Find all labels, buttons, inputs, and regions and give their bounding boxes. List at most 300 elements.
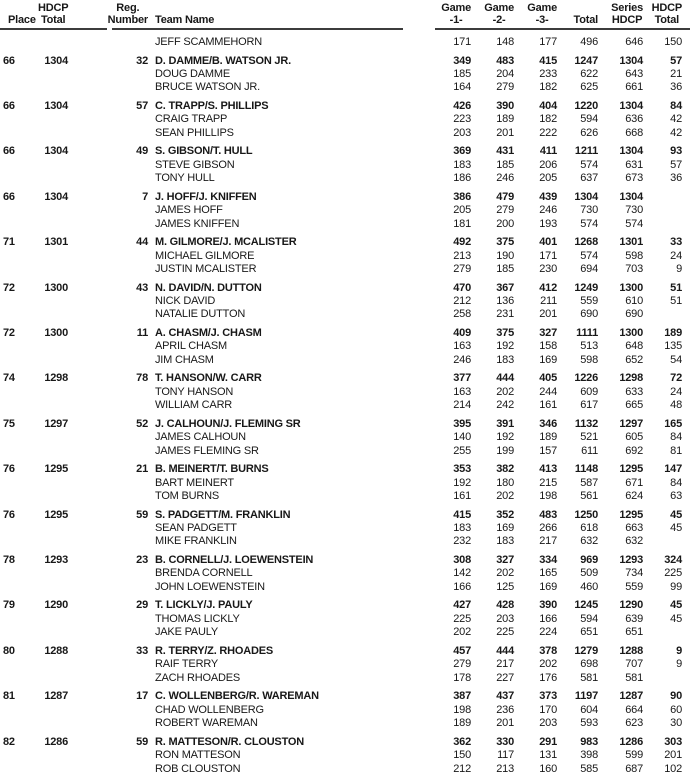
- cell-name: WILLIAM CARR: [155, 399, 233, 412]
- player-row: [0, 172, 699, 185]
- cell-name: D. DAMME/B. WATSON JR.: [155, 54, 291, 67]
- cell-total: 632: [580, 535, 598, 548]
- cell-series-hdcp: 1304: [619, 145, 643, 158]
- cell-name: ROBERT WAREMAN: [155, 717, 258, 730]
- cell-game1: 470: [453, 281, 471, 294]
- cell-series-hdcp: 623: [625, 717, 643, 730]
- cell-hdcp-total: [38, 218, 68, 231]
- cell-place: 72: [3, 281, 15, 294]
- cell-total: 730: [580, 204, 598, 217]
- cell-reg-number: [68, 354, 148, 367]
- cell-name: DOUG DAMME: [155, 67, 231, 80]
- cell-series-hdcp: 1286: [619, 735, 643, 748]
- cell-game3: 217: [539, 535, 557, 548]
- cell-hdcp-total-2: 150: [664, 36, 682, 48]
- cell-game2: 117: [497, 749, 514, 762]
- cell-game2: 180: [496, 476, 514, 489]
- cell-game2: 185: [496, 158, 514, 171]
- cell-name: R. MATTESON/R. CLOUSTON: [155, 735, 304, 748]
- cell-reg-number: [68, 535, 148, 548]
- cell-hdcp-total: [38, 263, 68, 276]
- cell-hdcp-total-2: 63: [670, 490, 682, 503]
- cell-total: 622: [580, 67, 598, 80]
- cell-game2: 185: [496, 263, 514, 276]
- cell-total: 594: [580, 612, 598, 625]
- cell-game1: 225: [453, 612, 471, 625]
- cell-reg-number: [68, 172, 148, 185]
- cell-game1: 161: [453, 490, 471, 503]
- cell-place: [0, 535, 38, 548]
- cell-game2: 444: [496, 644, 514, 657]
- cell-game3: 205: [539, 172, 557, 185]
- cell-series-hdcp: 734: [625, 567, 643, 580]
- cell-hdcp-total: [38, 204, 68, 217]
- cell-game2: 201: [496, 717, 514, 730]
- cell-series-hdcp: 1300: [619, 326, 643, 339]
- cell-game1: 203: [453, 126, 471, 139]
- col-label-series-hdcp: HDCP: [611, 13, 643, 26]
- cell-name: CHAD WOLLENBERG: [155, 703, 264, 716]
- cell-game3: 373: [539, 690, 557, 703]
- player-row: [0, 522, 699, 535]
- cell-game3: 439: [539, 190, 557, 203]
- cell-series-hdcp: 673: [625, 172, 643, 185]
- player-row: [0, 36, 699, 49]
- cell-total: 509: [580, 567, 598, 580]
- cell-hdcp-total-2: 324: [664, 554, 682, 566]
- cell-reg-number: [68, 704, 148, 717]
- cell-game3: 246: [539, 204, 557, 217]
- cell-game3: 404: [539, 99, 557, 112]
- col-header-game1: [435, 3, 471, 26]
- cell-game2: 428: [496, 599, 514, 612]
- col-header-place: [0, 15, 38, 27]
- cell-reg-number: 52: [136, 417, 148, 430]
- cell-name: JAKE PAULY: [155, 626, 219, 639]
- cell-reg-number: [68, 717, 148, 730]
- cell-game1: 181: [453, 217, 471, 230]
- cell-hdcp-total: [38, 477, 68, 490]
- cell-game2: 204: [496, 67, 514, 80]
- cell-total: 574: [580, 217, 598, 230]
- cell-hdcp-total: [38, 490, 68, 503]
- cell-game1: 377: [453, 372, 471, 385]
- cell-total: 1111: [576, 326, 598, 339]
- cell-game2: 183: [496, 535, 514, 548]
- cell-reg-number: [68, 295, 148, 308]
- team-row: [0, 145, 699, 158]
- player-row: [0, 749, 699, 762]
- cell-place: [0, 399, 38, 412]
- cell-game3: 160: [539, 762, 557, 775]
- cell-total: 594: [580, 113, 598, 126]
- cell-place: [0, 340, 38, 353]
- cell-total: 398: [580, 749, 598, 762]
- cell-game1: 163: [453, 385, 471, 398]
- cell-reg-number: [68, 127, 148, 140]
- cell-place: 74: [3, 372, 15, 385]
- cell-series-hdcp: 624: [625, 490, 643, 503]
- cell-game3: 412: [539, 281, 557, 294]
- team-row: [0, 690, 699, 703]
- cell-total: 521: [580, 431, 598, 444]
- cell-game2: 437: [496, 690, 514, 703]
- cell-place: 81: [3, 690, 15, 703]
- cell-series-hdcp: 636: [625, 113, 643, 126]
- cell-game1: 166: [453, 580, 471, 593]
- player-row: [0, 445, 699, 458]
- cell-reg-number: [68, 36, 148, 49]
- cell-reg-number: 59: [136, 508, 148, 521]
- cell-series-hdcp: 1295: [619, 463, 643, 476]
- cell-game1: 192: [453, 476, 471, 489]
- cell-game3: 266: [539, 522, 557, 535]
- cell-hdcp-total-2: 45: [670, 508, 682, 521]
- cell-name: T. HANSON/W. CARR: [155, 372, 262, 385]
- cell-name: M. GILMORE/J. MCALISTER: [155, 236, 297, 249]
- col-header-team-name: [148, 15, 435, 27]
- cell-hdcp-total-2: 33: [670, 236, 682, 249]
- cell-hdcp-total: [38, 340, 68, 353]
- team-row: [0, 554, 699, 567]
- cell-game3: 483: [539, 508, 557, 521]
- cell-place: [0, 295, 38, 308]
- cell-game3: 401: [539, 236, 557, 249]
- cell-reg-number: 44: [136, 236, 148, 249]
- cell-series-hdcp: 610: [625, 295, 643, 307]
- cell-total: 561: [580, 490, 598, 503]
- cell-hdcp-total-2: [643, 308, 682, 321]
- cell-hdcp-total-2: [643, 535, 682, 548]
- cell-game3: 405: [539, 372, 557, 385]
- team-row: [0, 191, 699, 204]
- cell-hdcp-total: 1295: [44, 508, 68, 521]
- cell-hdcp-total: [38, 36, 68, 49]
- cell-reg-number: [68, 113, 148, 126]
- cell-name: SEAN PHILLIPS: [155, 126, 234, 139]
- table-header: [0, 0, 699, 26]
- cell-name: BART MEINERT: [155, 476, 234, 489]
- cell-hdcp-total-2: 72: [670, 372, 682, 385]
- cell-game2: 391: [496, 417, 514, 430]
- cell-game3: 177: [539, 36, 557, 48]
- cell-name: TONY HANSON: [155, 385, 234, 398]
- cell-reg-number: [68, 749, 148, 762]
- cell-place: 71: [3, 236, 15, 249]
- cell-hdcp-total-2: 201: [664, 749, 682, 762]
- cell-total: 1148: [574, 463, 598, 476]
- player-row: [0, 717, 699, 730]
- cell-series-hdcp: 1293: [619, 554, 643, 566]
- cell-place: 66: [3, 145, 15, 158]
- cell-total: 969: [580, 554, 598, 566]
- col-header-hdcp-total: [38, 3, 68, 26]
- cell-name: B. MEINERT/T. BURNS: [155, 463, 269, 476]
- player-row: [0, 613, 699, 626]
- cell-hdcp-total-2: 24: [670, 249, 682, 262]
- cell-game1: 386: [453, 190, 471, 203]
- cell-game2: 189: [496, 113, 514, 126]
- cell-hdcp-total: [38, 535, 68, 548]
- player-row: [0, 490, 699, 503]
- cell-reg-number: 59: [136, 735, 148, 748]
- cell-hdcp-total: 1287: [44, 690, 68, 703]
- cell-game1: 223: [453, 113, 471, 126]
- cell-place: 75: [3, 417, 15, 430]
- cell-series-hdcp: 730: [625, 204, 643, 217]
- cell-hdcp-total: 1300: [44, 326, 68, 339]
- cell-game2: 431: [496, 145, 514, 158]
- cell-game3: 158: [539, 340, 557, 353]
- cell-place: 79: [3, 599, 15, 612]
- col-label-series: Series: [611, 2, 643, 14]
- cell-hdcp-total: 1290: [44, 599, 68, 612]
- cell-reg-number: 49: [136, 145, 148, 158]
- cell-name: APRIL CHASM: [155, 340, 227, 353]
- cell-hdcp-total: [38, 113, 68, 126]
- cell-game3: 189: [539, 431, 557, 444]
- cell-reg-number: [68, 613, 148, 626]
- cell-game2: 231: [496, 308, 514, 321]
- cell-game3: 206: [539, 158, 557, 171]
- player-row: [0, 113, 699, 126]
- cell-reg-number: [68, 445, 148, 458]
- cell-game1: 279: [453, 658, 471, 671]
- cell-hdcp-total-2: 51: [670, 295, 682, 307]
- cell-game2: 375: [496, 326, 514, 339]
- cell-game1: 362: [453, 735, 471, 748]
- cell-reg-number: [68, 763, 148, 776]
- cell-hdcp-total-2: [643, 626, 682, 639]
- team-row: [0, 100, 699, 113]
- cell-place: [0, 658, 38, 671]
- player-row: [0, 386, 699, 399]
- cell-total: 611: [581, 444, 598, 457]
- cell-game1: 163: [453, 340, 471, 353]
- cell-name: SEAN PADGETT: [155, 522, 237, 535]
- cell-hdcp-total-2: 57: [670, 158, 682, 171]
- cell-series-hdcp: 707: [625, 658, 643, 671]
- cell-series-hdcp: 651: [625, 626, 643, 639]
- cell-reg-number: [68, 490, 148, 503]
- cell-total: 1220: [574, 99, 598, 112]
- cell-hdcp-total: [38, 445, 68, 458]
- cell-place: 80: [3, 644, 15, 657]
- cell-game1: 164: [453, 81, 471, 94]
- cell-name: ROB CLOUSTON: [155, 762, 241, 775]
- cell-place: 76: [3, 508, 15, 521]
- cell-game1: 409: [453, 326, 471, 339]
- cell-hdcp-total: [38, 68, 68, 81]
- cell-game1: 205: [453, 204, 471, 217]
- cell-series-hdcp: 1300: [619, 281, 643, 294]
- player-row: [0, 308, 699, 321]
- cell-hdcp-total-2: 135: [664, 340, 682, 353]
- cell-game1: 426: [453, 99, 471, 112]
- cell-place: [0, 250, 38, 263]
- cell-reg-number: 29: [136, 599, 148, 612]
- col-label-reg: Reg.: [116, 2, 140, 14]
- cell-game2: 217: [496, 658, 514, 671]
- cell-game3: 182: [539, 113, 557, 126]
- cell-name: THOMAS LICKLY: [155, 612, 240, 625]
- cell-place: [0, 159, 38, 172]
- cell-series-hdcp: 605: [625, 431, 643, 444]
- cell-series-hdcp: 581: [625, 671, 643, 684]
- cell-hdcp-total-2: [643, 191, 682, 204]
- col-label-scratch-total: Total: [573, 13, 598, 26]
- cell-game3: 411: [539, 145, 557, 158]
- cell-name: JEFF SCAMMEHORN: [155, 36, 263, 48]
- player-row: [0, 218, 699, 231]
- cell-game2: 201: [496, 126, 514, 139]
- cell-hdcp-total: [38, 658, 68, 671]
- cell-place: [0, 354, 38, 367]
- cell-reg-number: 7: [142, 190, 148, 203]
- cell-reg-number: [68, 68, 148, 81]
- cell-name: C. WOLLENBERG/R. WAREMAN: [155, 690, 319, 703]
- cell-name: ZACH RHOADES: [155, 671, 240, 684]
- cell-place: [0, 477, 38, 490]
- cell-total: 609: [580, 385, 598, 398]
- cell-game2: 202: [496, 385, 514, 398]
- cell-hdcp-total-2: 102: [664, 762, 682, 775]
- cell-name: JAMES FLEMING SR: [155, 444, 259, 457]
- player-row: [0, 295, 699, 308]
- cell-hdcp-total-2: 48: [670, 399, 682, 412]
- col-label-place: Place: [8, 13, 36, 26]
- cell-total: 460: [580, 580, 598, 593]
- cell-reg-number: [68, 218, 148, 231]
- cell-name: BRUCE WATSON JR.: [155, 81, 260, 94]
- cell-total: 617: [580, 399, 598, 412]
- cell-hdcp-total: 1301: [44, 236, 68, 249]
- cell-game2: 352: [496, 508, 514, 521]
- cell-hdcp-total: [38, 613, 68, 626]
- cell-game3: 390: [539, 599, 557, 612]
- cell-game2: 236: [496, 703, 514, 716]
- cell-reg-number: [68, 399, 148, 412]
- cell-game3: 165: [539, 567, 557, 580]
- cell-hdcp-total: [38, 522, 68, 535]
- cell-place: [0, 68, 38, 81]
- cell-series-hdcp: 687: [625, 762, 643, 775]
- cell-reg-number: [68, 204, 148, 217]
- cell-hdcp-total: 1304: [44, 99, 68, 112]
- cell-game3: 176: [539, 671, 557, 684]
- cell-reg-number: [68, 340, 148, 353]
- player-row: [0, 340, 699, 353]
- cell-place: [0, 308, 38, 321]
- cell-hdcp-total-2: [643, 204, 682, 217]
- cell-game2: 246: [496, 172, 514, 185]
- cell-game3: 171: [539, 249, 557, 262]
- cell-game1: 212: [453, 762, 471, 775]
- cell-game1: 246: [453, 353, 471, 366]
- cell-game3: 201: [539, 308, 557, 321]
- cell-game2: 199: [496, 444, 514, 457]
- cell-total: 593: [580, 717, 598, 730]
- cell-place: 72: [3, 326, 15, 339]
- cell-place: 66: [3, 190, 15, 203]
- cell-place: 78: [3, 554, 15, 566]
- cell-game1: 183: [453, 158, 471, 171]
- cell-hdcp-total-2: 42: [670, 113, 682, 126]
- cell-hdcp-total-2: 36: [670, 81, 682, 94]
- cell-game3: 169: [539, 580, 557, 593]
- cell-series-hdcp: 639: [625, 612, 643, 625]
- cell-series-hdcp: 1287: [619, 690, 643, 703]
- cell-place: [0, 763, 38, 776]
- cell-total: 626: [580, 126, 598, 139]
- cell-hdcp-total-2: 90: [670, 690, 682, 703]
- cell-game2: 367: [496, 281, 514, 294]
- cell-game2: 279: [496, 81, 514, 94]
- team-row: [0, 645, 699, 658]
- player-row: [0, 354, 699, 367]
- cell-reg-number: [68, 159, 148, 172]
- cell-hdcp-total: 1304: [44, 190, 68, 203]
- cell-series-hdcp: 690: [625, 308, 643, 321]
- cell-series-hdcp: 668: [625, 126, 643, 139]
- team-row: [0, 509, 699, 522]
- cell-place: [0, 263, 38, 276]
- standings-rows: [0, 36, 699, 776]
- cell-reg-number: [68, 386, 148, 399]
- cell-place: [0, 717, 38, 730]
- cell-game2: 330: [496, 735, 514, 748]
- col-label-total: Total: [40, 13, 66, 26]
- cell-hdcp-total: [38, 567, 68, 580]
- cell-total: 651: [580, 626, 598, 639]
- cell-total: 513: [580, 340, 598, 353]
- cell-game1: 198: [453, 703, 471, 716]
- cell-total: 1268: [574, 236, 598, 249]
- cell-game1: 140: [453, 431, 471, 444]
- cell-game1: 415: [453, 508, 471, 521]
- cell-total: 618: [580, 522, 598, 535]
- cell-total: 585: [580, 762, 598, 775]
- cell-series-hdcp: 692: [625, 444, 643, 457]
- cell-series-hdcp: 598: [625, 249, 643, 262]
- cell-hdcp-total-2: 93: [670, 145, 682, 158]
- cell-hdcp-total-2: 45: [670, 612, 682, 625]
- cell-game1: 212: [453, 295, 471, 307]
- cell-place: [0, 749, 38, 762]
- player-row: [0, 204, 699, 217]
- col-header-game3: [514, 3, 557, 26]
- cell-game1: 186: [453, 172, 471, 185]
- cell-series-hdcp: 1290: [619, 599, 643, 612]
- cell-game3: 233: [539, 67, 557, 80]
- cell-hdcp-total-2: 84: [670, 476, 682, 489]
- cell-game2: 202: [496, 567, 514, 580]
- cell-series-hdcp: 703: [625, 263, 643, 276]
- cell-hdcp-total-2: 9: [676, 658, 682, 671]
- cell-total: 625: [580, 81, 598, 94]
- cell-series-hdcp: 1295: [619, 508, 643, 521]
- header-rule: [0, 28, 699, 31]
- cell-hdcp-total-2: 36: [670, 172, 682, 185]
- cell-reg-number: [68, 263, 148, 276]
- cell-total: 698: [580, 658, 598, 671]
- cell-name: BRENDA CORNELL: [155, 567, 253, 580]
- cell-game2: 382: [496, 463, 514, 476]
- cell-series-hdcp: 664: [625, 703, 643, 716]
- cell-place: 66: [3, 99, 15, 112]
- cell-hdcp-total: 1288: [44, 644, 68, 657]
- cell-total: 574: [580, 158, 598, 171]
